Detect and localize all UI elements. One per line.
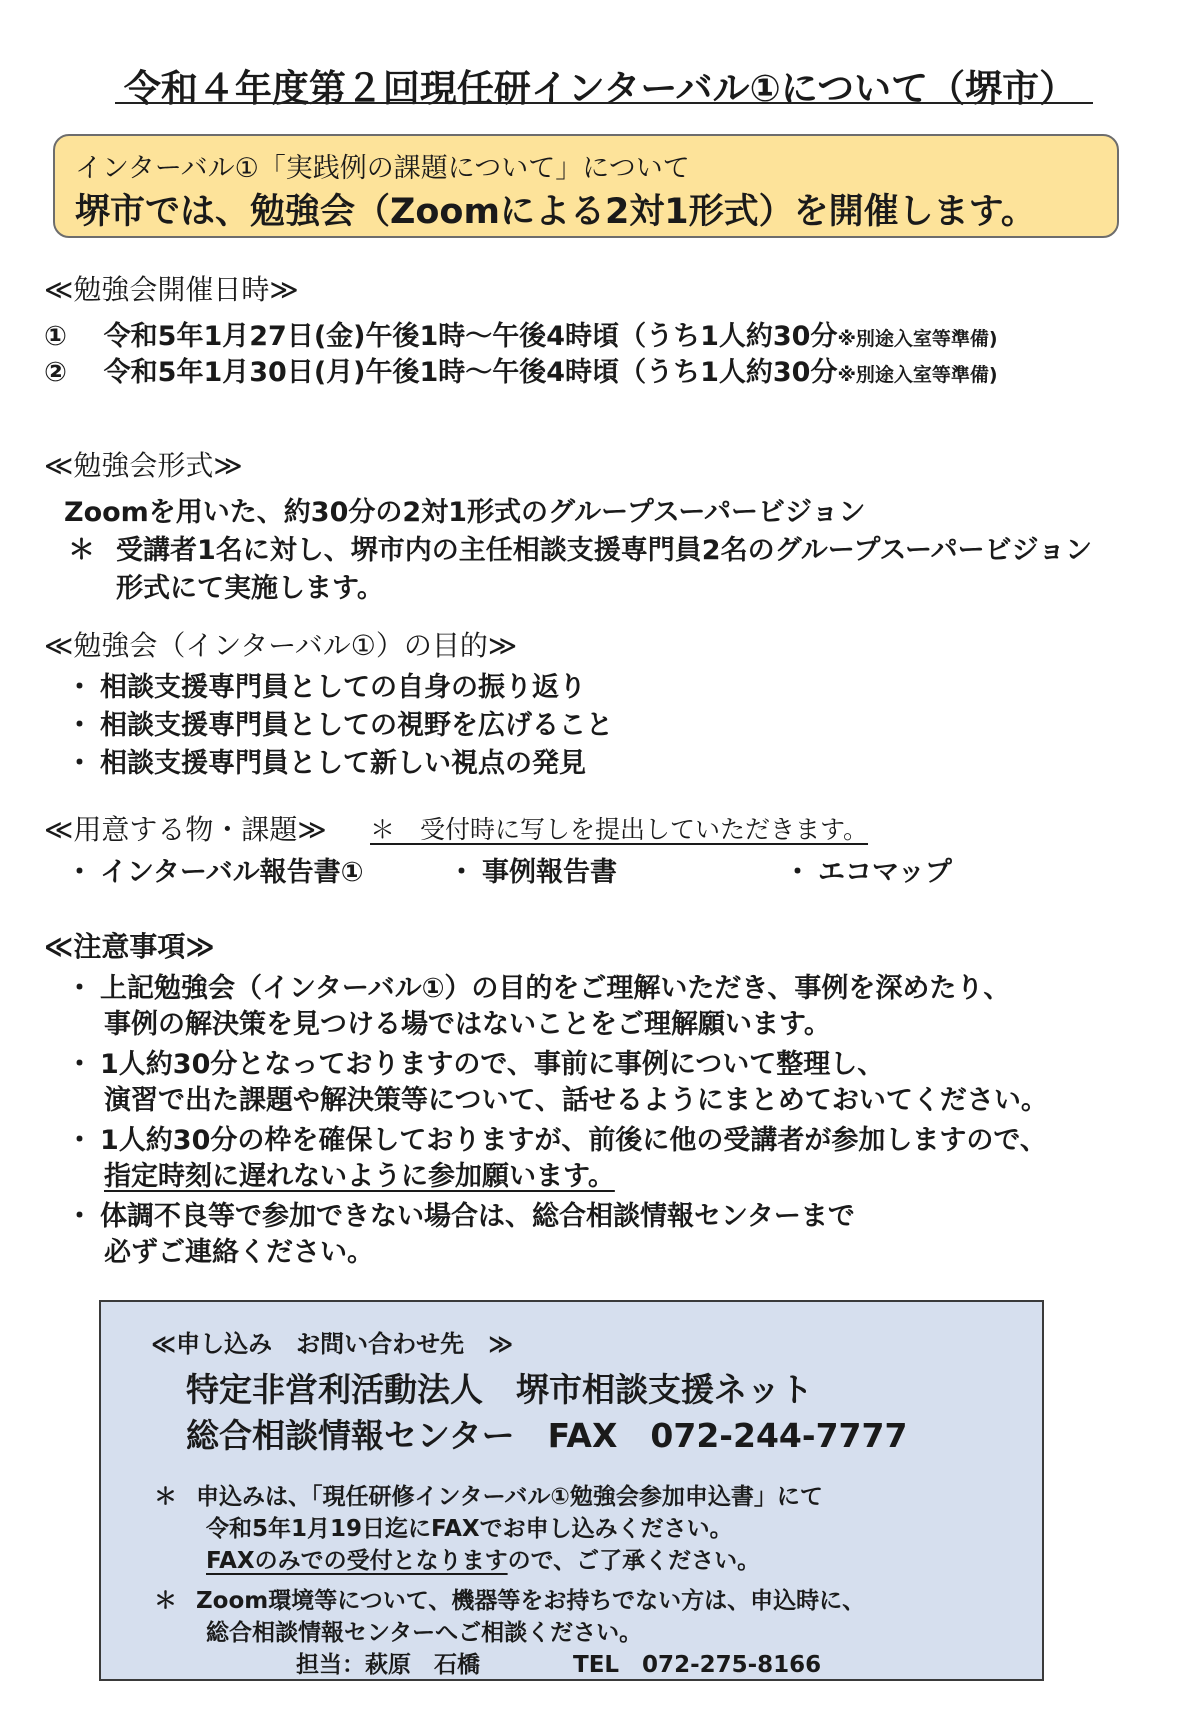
contact-box [99, 1300, 1044, 1681]
schedule-marker: ② [44, 357, 67, 388]
purpose-item: 相談支援専門員として新しい視点の発見 [100, 748, 586, 779]
contact-note-cont: 総合相談情報センターへご相談ください。 [206, 1620, 643, 1646]
materials-bullet: ・ [784, 857, 811, 888]
schedule-note: ※別途入室等準備) [837, 364, 998, 386]
contact-tel: TEL 072-275-8166 [573, 1652, 822, 1678]
format-bullet: ＊ [68, 535, 95, 566]
materials-bullet: ・ [448, 857, 475, 888]
announcement-subtitle: インターバル①「実践例の課題について」について [75, 153, 690, 184]
schedule-note: ※別途入室等準備) [837, 328, 998, 350]
page-title: 令和４年度第２回現任研インターバル①について（堺市） [123, 67, 1077, 110]
title-underline [115, 102, 1093, 104]
cautions-heading: ≪注意事項≫ [44, 930, 215, 963]
format-detail: 受講者1名に対し、堺市内の主任相談支援専門員2名のグループスーパービジョン [116, 535, 1093, 566]
schedule-text: 令和5年1月30日(月)午後1時～午後4時頃（うち1人約30分 [103, 357, 838, 388]
fax-only-rest: ので、ご了承ください。 [507, 1548, 761, 1574]
contact-note-bullet: ＊ [154, 1588, 177, 1614]
purpose-bullet: ・ [66, 710, 93, 741]
format-heading: ≪勉強会形式≫ [44, 449, 243, 482]
purpose-item: 相談支援専門員としての視野を広げること [100, 710, 613, 741]
contact-note-cont: 令和5年1月19日迄にFAXでお申し込みください。 [206, 1516, 733, 1542]
format-detail-cont: 形式にて実施します。 [116, 573, 384, 604]
fax-only-emphasis: FAXのみでの受付となります [206, 1548, 508, 1574]
announcement-box [53, 134, 1119, 238]
materials-note: ＊ 受付時に写しを提出していただきます。 [370, 815, 869, 844]
caution-text: 上記勉強会（インターバル①）の目的をご理解いただき、事例を深めたり、 [100, 973, 1011, 1004]
materials-bullet: ・ [66, 857, 93, 888]
contact-note: Zoom環境等について、機器等をお持ちでない方は、申込時に、 [196, 1588, 866, 1614]
materials-item: 事例報告書 [482, 857, 617, 888]
caution-text-cont: 事例の解決策を見つける場ではないことをご理解願います。 [104, 1009, 831, 1040]
schedule-heading: ≪勉強会開催日時≫ [44, 273, 299, 306]
contact-organization: 特定非営利活動法人 堺市相談支援ネット [186, 1370, 813, 1409]
caution-bullet: ・ [66, 973, 93, 1004]
schedule-text: 令和5年1月27日(金)午後1時～午後4時頃（うち1人約30分 [103, 321, 838, 352]
contact-heading: ≪申し込み お問い合わせ先 ≫ [151, 1330, 514, 1358]
purpose-bullet: ・ [66, 748, 93, 779]
caution-text-cont: 必ずご連絡ください。 [104, 1237, 374, 1268]
caution-text: 1人約30分となっておりますので、事前に事例について整理し、 [100, 1049, 885, 1080]
caution-text: 1人約30分の枠を確保しておりますが、前後に他の受講者が参加しますので、 [100, 1125, 1047, 1156]
materials-item: インターバル報告書① [100, 857, 364, 888]
caution-text-cont: 演習で出た課題や解決策等について、話せるようにまとめておいてください。 [104, 1085, 1048, 1116]
caution-bullet: ・ [66, 1049, 93, 1080]
materials-item: エコマップ [818, 857, 952, 888]
schedule-item [44, 314, 998, 353]
caution-text: 体調不良等で参加できない場合は、総合相談情報センターまで [100, 1201, 855, 1232]
contact-note: 申込みは、「現任研修インターバル①勉強会参加申込書」にて [196, 1484, 823, 1510]
contact-note-cont [206, 1542, 760, 1575]
purpose-item: 相談支援専門員としての自身の振り返り [100, 672, 586, 703]
schedule-item [44, 350, 998, 389]
caution-bullet: ・ [66, 1125, 93, 1156]
purpose-heading: ≪勉強会（インターバル①）の目的≫ [44, 629, 518, 662]
caution-text-cont: 指定時刻に遅れないように参加願います。 [104, 1161, 615, 1192]
contact-center-fax: 総合相談情報センター FAX 072-244-7777 [186, 1416, 908, 1455]
contact-note-bullet: ＊ [154, 1484, 177, 1510]
caution-bullet: ・ [66, 1201, 93, 1232]
materials-heading: ≪用意する物・課題≫ [44, 813, 327, 846]
format-description: Zoomを用いた、約30分の2対1形式のグループスーパービジョン [64, 497, 866, 528]
schedule-marker: ① [44, 321, 67, 352]
contact-staff: 担当：萩原 石橋 [296, 1652, 480, 1678]
purpose-bullet: ・ [66, 672, 93, 703]
announcement-headline: 堺市では、勉強会（Zoomによる2対1形式）を開催します。 [75, 192, 1036, 232]
